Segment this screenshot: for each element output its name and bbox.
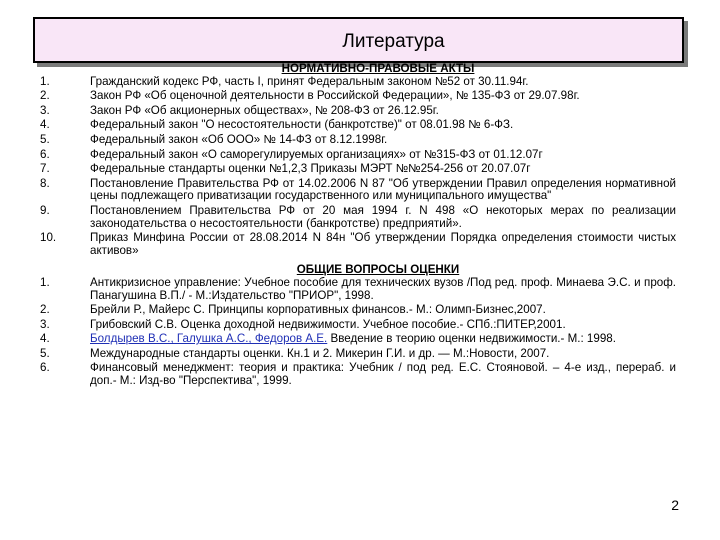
item-number: 3. <box>40 317 50 331</box>
item-text: Международные стандарты оценки. Кн.1 и 2. Микерин Г.И. и др. — М.:Новости, 2007. <box>90 346 550 360</box>
item-text: Федеральный закон "О несостоятельности (банкротстве)" от 08.01.98 № 6-ФЗ. <box>90 118 514 132</box>
page-number: 2 <box>671 497 679 513</box>
item-number: 2. <box>40 89 50 103</box>
item-text: Федеральные стандарты оценки №1,2,3 Приказы МЭРТ №№254-256 от 20.07.07г <box>90 162 531 176</box>
list-item <box>40 163 676 176</box>
item-number: 1. <box>40 74 50 88</box>
item-number: 10. <box>40 231 57 245</box>
author-link[interactable]: Болдырев В.С., Галушка А.С., Федоров А.Е. <box>90 332 328 346</box>
bibliography-content <box>40 63 676 390</box>
list-item <box>40 76 676 89</box>
item-number: 6. <box>40 147 50 161</box>
slide-title: Литература <box>342 31 445 52</box>
item-number: 9. <box>40 203 50 217</box>
list-item <box>40 134 676 147</box>
item-text: Грибовский С.В. Оценка доходной недвижимости. Учебное пособие.- СПб.:ПИТЕР,2001. <box>90 317 566 331</box>
item-text: Закон РФ «Об акционерных обществах», № 208-ФЗ от 26.12.95г. <box>90 103 439 117</box>
item-text: Федеральный закон «О саморегулируемых организациях» от №315-ФЗ от 01.12.07г <box>90 147 543 161</box>
list-item <box>40 348 676 361</box>
item-number: 2. <box>40 303 50 317</box>
item-number: 8. <box>40 176 50 190</box>
item-text: Антикризисное управление: Учебное пособие для технических вузов /Под ред. проф. Минаева Э.С. и проф. Панагушина В.П./ - М.:Издательство "ПРИОР", 1998. <box>90 275 676 302</box>
list-item <box>40 362 676 387</box>
item-text: Постановление Правительства РФ от 14.02.2006 N 87 "Об утверждении Правил определения нормативной цены подлежащего приватизации государственного или муниципального имущества" <box>90 176 676 203</box>
item-text: Федеральный закон «Об ООО» № 14-ФЗ от 8.12.1998г. <box>90 132 388 146</box>
list-item <box>40 277 676 302</box>
list-item <box>40 205 676 230</box>
item-text: Закон РФ «Об оценочной деятельности в Российской Федерации», № 135-ФЗ от 29.07.98г. <box>90 89 580 103</box>
section-heading-legal: НОРМАТИВНО-ПРАВОВЫЕ АКТЫ <box>281 62 475 75</box>
item-text: Приказ Минфина России от 28.08.2014 N 84н "Об утверждении Порядка определения стоимости чистых активов» <box>90 231 676 257</box>
item-number: 4. <box>40 118 50 132</box>
general-valuation-list <box>40 277 676 388</box>
item-number: 1. <box>40 275 50 289</box>
item-number: 5. <box>40 346 50 360</box>
section-heading-general: ОБЩИЕ ВОПРОСЫ ОЦЕНКИ <box>296 263 460 277</box>
item-text: Брейли Р., Майерс С. Принципы корпоративных финансов.- М.: Олимп-Бизнес,2007. <box>90 303 546 317</box>
list-item <box>40 333 676 346</box>
item-text: Финансовый менеджмент: теория и практика: Учебник / под ред. Е.С. Стояновой. – 4-е изд., перераб. и доп.- М.: Изд-во "Перспектива", 1999. <box>90 361 676 388</box>
item-text: Постановлением Правительства РФ от 20 мая 1994 г. N 498 «О некоторых мерах по реализации законодательства о несостоятельности (банкротстве) предприятий». <box>90 203 676 230</box>
slide-title-box <box>33 17 684 63</box>
legal-acts-list <box>40 76 676 258</box>
item-number: 3. <box>40 103 50 117</box>
list-item <box>40 232 676 257</box>
list-item <box>40 178 676 203</box>
list-item <box>40 105 676 118</box>
list-item <box>40 90 676 103</box>
item-text-rest: Введение в теорию оценки недвижимости.- М.: 1998. <box>327 332 616 346</box>
list-item <box>40 119 676 132</box>
item-number: 4. <box>40 332 50 346</box>
item-number: 7. <box>40 162 50 176</box>
list-item <box>40 304 676 317</box>
item-text: Гражданский кодекс РФ, часть I, принят Федеральным законом №52 от 30.11.94г. <box>90 74 529 88</box>
item-text <box>90 333 676 346</box>
item-number: 6. <box>40 361 50 375</box>
list-item <box>40 319 676 332</box>
item-number: 5. <box>40 132 50 146</box>
list-item <box>40 149 676 162</box>
